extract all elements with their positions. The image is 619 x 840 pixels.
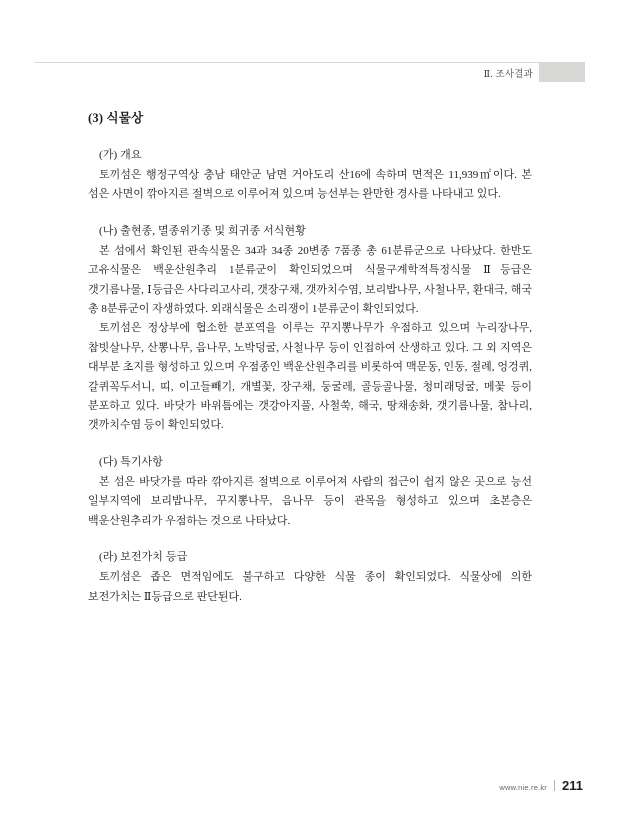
paragraph: 본 섬에서 확인된 관속식물은 34과 34종 20변종 7품종 총 61분류군으로 나타났다. 한반도 고유식물은 백운산원추리 1분류군이 확인되었으며 식물구계학적특정식물 Ⅱ등급은 갯기름나물, Ⅰ등급은 사다리고사리, 갯장구채, 갯까치수염, 보리밥나무, 사철나무, 환대극, 해국 총 8분류군이 자생하였다. 외래식물은 소리쟁이 1분류군이 확인되었다. xyxy=(88,244,532,316)
paragraph: 토끼섬은 행정구역상 충남 태안군 남면 거아도리 산16에 속하며 면적은 11,939㎡이다. 본 섬은 사면이 깎아지른 절벽으로 이루어져 있으며 능선부는 완만한 경사를 나타내고 있다. xyxy=(88,169,532,201)
page-number: 211 xyxy=(562,778,583,793)
paragraph: 토끼섬은 정상부에 협소한 분포역을 이루는 꾸지뽕나무가 우점하고 있으며 누리장나무, 참빗살나무, 산뽕나무, 음나무, 노박덩굴, 사철나무 등이 인접하여 산생하고 있다. 그 외 지역은 대부분 초지를 형성하고 있으며 우점종인 백운산원추리를 비롯하여 맥문동, 인동, 절례, 엉겅퀴, 갈퀴꼭두서니, 띠, 이고들빼기, 개별꽃, 장구채, 둥굴레, 골등골나물, 청미래덩굴, 메꽃 등이 분포하고 있다. 바닷가 바위틈에는 갯강아지풀, 사철쑥, 해국, 땅채송화, 갯기름나물, 참나리, 갯까치수염 등이 확인되었다. xyxy=(88,322,532,432)
header-chapter-label: Ⅱ. 조사결과 xyxy=(483,70,533,80)
section-block-overview xyxy=(88,146,532,205)
subsection-heading: (다) 특기사항 xyxy=(99,455,164,468)
page-header xyxy=(0,62,619,84)
footer-divider xyxy=(554,780,555,791)
section-block-species-status xyxy=(88,222,532,436)
paragraph: 본 섬은 바닷가를 따라 깎아지른 절벽으로 이루어져 사람의 접근이 쉽지 않은 곳으로 능선 일부지역에 보리밥나무, 꾸지뽕나무, 음나무 등이 관목을 형성하고 있으며 초본층은 백운산원추리가 우점하는 것으로 나타났다. xyxy=(88,475,532,527)
paragraph: 토끼섬은 좁은 면적임에도 불구하고 다양한 식물 종이 확인되었다. 식물상에 의한 보전가치는 Ⅱ등급으로 판단된다. xyxy=(88,571,532,603)
section-block-notable-items xyxy=(88,453,532,531)
section-block-conservation-grade xyxy=(88,548,532,607)
page-title: (3) 식물상 xyxy=(88,111,144,125)
document-body xyxy=(88,108,532,607)
page-footer xyxy=(499,778,583,793)
footer-url: www.nie.re.kr xyxy=(499,783,548,792)
subsection-heading: (라) 보전가치 등급 xyxy=(99,551,188,564)
header-tab-marker xyxy=(539,62,585,82)
subsection-heading: (가) 개요 xyxy=(99,149,142,161)
header-divider xyxy=(34,62,585,63)
subsection-heading: (나) 출현종, 멸종위기종 및 희귀종 서식현황 xyxy=(99,224,306,237)
